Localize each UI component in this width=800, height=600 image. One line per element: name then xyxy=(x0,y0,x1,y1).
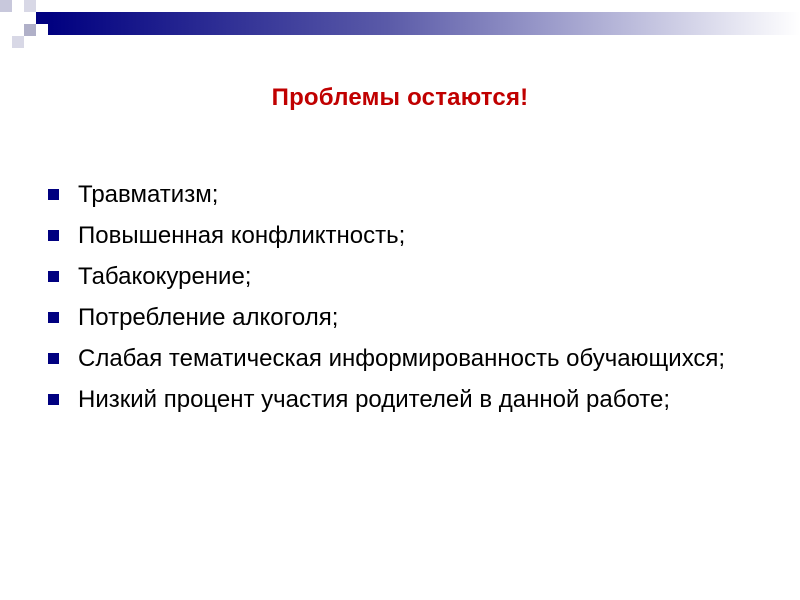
header-square xyxy=(0,24,12,36)
list-item-text: Табакокурение; xyxy=(78,263,252,290)
header-square xyxy=(12,36,24,48)
square-bullet-icon xyxy=(48,189,59,200)
header-square xyxy=(36,12,48,24)
header-square xyxy=(24,24,36,36)
slide-title: Проблемы остаются! xyxy=(271,84,529,111)
list-item-text: Слабая тематическая информированность обучающихся; xyxy=(78,345,726,372)
header-decoration xyxy=(0,0,800,48)
header-square xyxy=(12,12,24,24)
list-item-text: Повышенная конфликтность; xyxy=(78,222,406,249)
list-item xyxy=(44,221,764,250)
square-bullet-icon xyxy=(48,230,59,241)
list-item-text: Травматизм; xyxy=(78,181,219,208)
square-bullet-icon xyxy=(48,312,59,323)
square-bullet-icon xyxy=(48,394,59,405)
list-item xyxy=(44,180,764,209)
list-item-text: Потребление алкоголя; xyxy=(78,304,339,331)
list-item xyxy=(44,262,764,291)
list-item-text: Низкий процент участия родителей в данной работе; xyxy=(78,386,671,413)
header-gradient-bar xyxy=(48,12,800,35)
list-item xyxy=(44,344,764,373)
list-item xyxy=(44,303,764,332)
bullet-list xyxy=(44,180,764,426)
header-square xyxy=(24,0,36,12)
square-bullet-icon xyxy=(48,271,59,282)
square-bullet-icon xyxy=(48,353,59,364)
header-square xyxy=(0,0,12,12)
list-item xyxy=(44,385,764,414)
